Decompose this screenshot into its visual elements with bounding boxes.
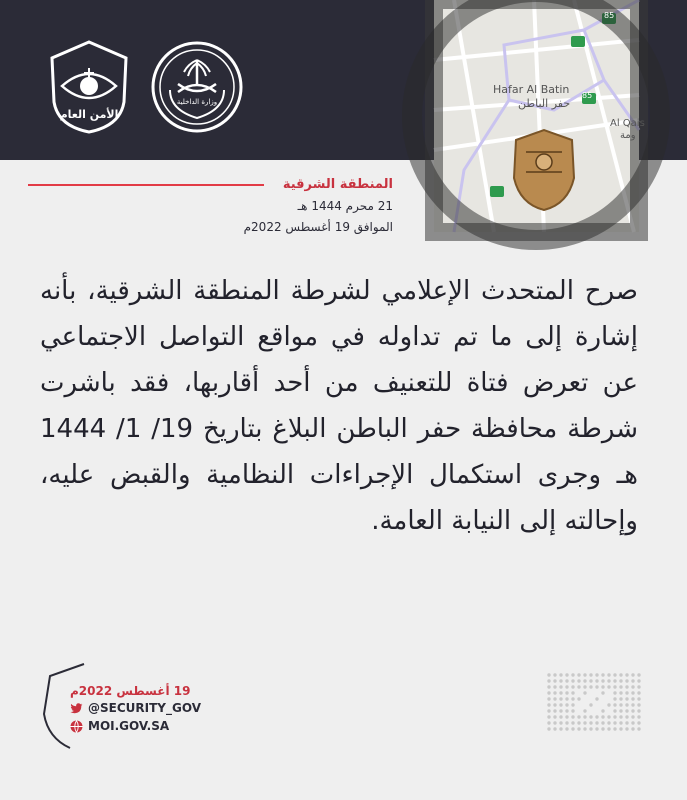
pattern-dot (553, 703, 556, 706)
decorative-dots-pattern (546, 672, 644, 734)
pattern-dot (565, 673, 568, 676)
pattern-dot (613, 715, 616, 718)
pattern-dot (547, 727, 550, 730)
pattern-dot (571, 685, 574, 688)
pattern-dot (637, 685, 640, 688)
pattern-dot (595, 685, 598, 688)
pattern-dot (559, 685, 562, 688)
pattern-dot (553, 679, 556, 682)
pattern-dot (577, 715, 580, 718)
pattern-dot (595, 673, 598, 676)
pattern-dot (547, 709, 550, 712)
public-security-logo (40, 38, 138, 136)
pattern-dot (631, 697, 634, 700)
pattern-dot (583, 673, 586, 676)
pattern-dot (559, 703, 562, 706)
pattern-dot (607, 673, 610, 676)
pattern-dot (589, 721, 592, 724)
map-drawing (434, 0, 639, 232)
pattern-dot (583, 715, 586, 718)
pattern-dot (631, 709, 634, 712)
pattern-dot (571, 691, 574, 694)
pattern-dot (571, 715, 574, 718)
pattern-dot (625, 727, 628, 730)
pattern-dot (631, 703, 634, 706)
press-statement: صرح المتحدث الإعلامي لشرطة المنطقة الشرقية، بأنه إشارة إلى ما تم تداوله في مواقع التواصل الاجتماعي عن تعرض فتاة للتعنيف من أحد أقاربها، فقد باشرت شرطة محافظة حفر الباطن البلاغ بتاريخ 19/ 1/ 1444 هـ وجرى استكمال الإجراءات النظامية والقبض عليه، وإحالته إلى النيابة العامة. (40, 276, 638, 536)
pattern-dot (607, 721, 610, 724)
pattern-dot (631, 691, 634, 694)
pattern-dot (619, 703, 622, 706)
twitter-icon (70, 702, 83, 715)
pattern-dot (571, 679, 574, 682)
map-road-marker (571, 36, 585, 47)
pattern-dot (583, 679, 586, 682)
pattern-dot (595, 715, 598, 718)
pattern-dot (565, 721, 568, 724)
pattern-dot (613, 721, 616, 724)
pattern-dot (625, 709, 628, 712)
pattern-dot (619, 673, 622, 676)
pattern-dot (565, 703, 568, 706)
pattern-dot (625, 691, 628, 694)
pattern-dot (583, 709, 586, 712)
pattern-dot (559, 697, 562, 700)
pattern-dot (637, 721, 640, 724)
pattern-dot (577, 673, 580, 676)
pattern-dot (577, 727, 580, 730)
pattern-dot (571, 721, 574, 724)
pattern-dot (547, 715, 550, 718)
pattern-dot (595, 679, 598, 682)
pattern-dot (547, 721, 550, 724)
pattern-dot (559, 691, 562, 694)
ministry-logo-text: وزارة الداخلية (176, 98, 218, 106)
pattern-dot (571, 703, 574, 706)
pattern-dot (559, 673, 562, 676)
website-url: MOI.GOV.SA (88, 719, 170, 733)
pattern-dot (601, 721, 604, 724)
pattern-dot (595, 727, 598, 730)
pattern-dot (613, 697, 616, 700)
pattern-dot (565, 727, 568, 730)
pattern-dot (547, 703, 550, 706)
pattern-dot (613, 727, 616, 730)
pattern-dot (571, 709, 574, 712)
pattern-dot (601, 685, 604, 688)
pattern-dot (583, 721, 586, 724)
pattern-dot (607, 679, 610, 682)
pattern-dot (619, 685, 622, 688)
pattern-dot (559, 709, 562, 712)
twitter-link[interactable] (70, 701, 201, 715)
globe-icon (70, 720, 83, 733)
pattern-dot (631, 721, 634, 724)
pattern-dot (553, 673, 556, 676)
pattern-dot (553, 697, 556, 700)
pattern-dot (631, 715, 634, 718)
pattern-dot (601, 727, 604, 730)
map-place-label-ar: ومة (620, 130, 636, 141)
pattern-dot (613, 679, 616, 682)
pattern-dot (589, 673, 592, 676)
pattern-dot (565, 709, 568, 712)
pattern-dot (613, 691, 616, 694)
pattern-dot (631, 685, 634, 688)
map-city-label-ar: حفر الباطن (518, 97, 571, 110)
website-link[interactable] (70, 719, 169, 733)
pattern-dot (601, 709, 604, 712)
pattern-dot (625, 679, 628, 682)
pattern-dot (625, 697, 628, 700)
pattern-dot (631, 673, 634, 676)
pattern-dot (613, 709, 616, 712)
pattern-dot (589, 715, 592, 718)
map-image (434, 0, 645, 232)
pattern-dot (589, 685, 592, 688)
pattern-dot (637, 697, 640, 700)
pattern-dot (613, 703, 616, 706)
pattern-dot (637, 709, 640, 712)
pattern-dot (607, 715, 610, 718)
pattern-dot (577, 721, 580, 724)
pattern-dot (553, 715, 556, 718)
public-security-logo-text: الأمن العام (59, 108, 119, 121)
pattern-dot (637, 727, 640, 730)
pattern-dot (637, 715, 640, 718)
pattern-dot (619, 721, 622, 724)
pattern-dot (589, 727, 592, 730)
pattern-dot (607, 727, 610, 730)
pattern-dot (619, 679, 622, 682)
pattern-dot (553, 727, 556, 730)
pattern-dot (625, 715, 628, 718)
map-place-label-en: Al Qais (610, 118, 645, 129)
pattern-dot (565, 697, 568, 700)
pattern-dot (571, 727, 574, 730)
pattern-dot (637, 673, 640, 676)
pattern-dot (601, 673, 604, 676)
pattern-dot (559, 715, 562, 718)
pattern-dot (619, 691, 622, 694)
pattern-dot (607, 703, 610, 706)
pattern-dot (547, 679, 550, 682)
pattern-dot (613, 685, 616, 688)
pattern-dot (565, 685, 568, 688)
pattern-dot (619, 715, 622, 718)
pattern-dot (577, 685, 580, 688)
pattern-dot (547, 697, 550, 700)
pattern-dot (625, 721, 628, 724)
ministry-of-interior-logo (148, 38, 246, 136)
map-road-number: 85 (582, 91, 593, 100)
hijri-date: 21 محرم 1444 هـ (297, 199, 393, 213)
region-divider (28, 184, 264, 186)
pattern-dot (625, 703, 628, 706)
twitter-handle: @SECURITY_GOV (88, 701, 201, 715)
pattern-dot (583, 727, 586, 730)
pattern-dot (613, 673, 616, 676)
pattern-dot (577, 679, 580, 682)
pattern-dot (631, 727, 634, 730)
pattern-dot (601, 691, 604, 694)
pattern-dot (571, 697, 574, 700)
pattern-dot (547, 691, 550, 694)
pattern-dot (547, 673, 550, 676)
map-road-marker (490, 186, 504, 197)
pattern-dot (631, 679, 634, 682)
pattern-dot (601, 715, 604, 718)
pattern-dot (589, 679, 592, 682)
pattern-dot (553, 685, 556, 688)
pattern-dot (553, 709, 556, 712)
pattern-dot (601, 679, 604, 682)
pattern-dot (637, 703, 640, 706)
map-city-label-en: Hafar Al Batin (493, 83, 570, 96)
pattern-dot (571, 673, 574, 676)
pattern-dot (619, 697, 622, 700)
pattern-dot (619, 727, 622, 730)
map-road-number: 85 (604, 11, 615, 20)
pattern-dot (577, 697, 580, 700)
pattern-dot (625, 673, 628, 676)
region-name: المنطقة الشرقية (282, 177, 393, 192)
pattern-dot (583, 691, 586, 694)
pattern-dot (559, 721, 562, 724)
pattern-dot (559, 727, 562, 730)
pattern-dot (619, 709, 622, 712)
pattern-dot (625, 685, 628, 688)
pattern-dot (589, 703, 592, 706)
pattern-dot (595, 697, 598, 700)
pattern-dot (553, 721, 556, 724)
pattern-dot (565, 679, 568, 682)
footer-date: 19 أغسطس 2022م (70, 684, 191, 698)
pattern-dot (553, 691, 556, 694)
pattern-dot (559, 679, 562, 682)
pattern-dot (607, 685, 610, 688)
pattern-dot (595, 721, 598, 724)
pattern-dot (637, 679, 640, 682)
pattern-dot (583, 685, 586, 688)
pattern-dot (565, 715, 568, 718)
pattern-dot (637, 691, 640, 694)
pattern-dot (565, 691, 568, 694)
pattern-dot (547, 685, 550, 688)
gregorian-date: الموافق 19 أغسطس 2022م (243, 220, 393, 234)
